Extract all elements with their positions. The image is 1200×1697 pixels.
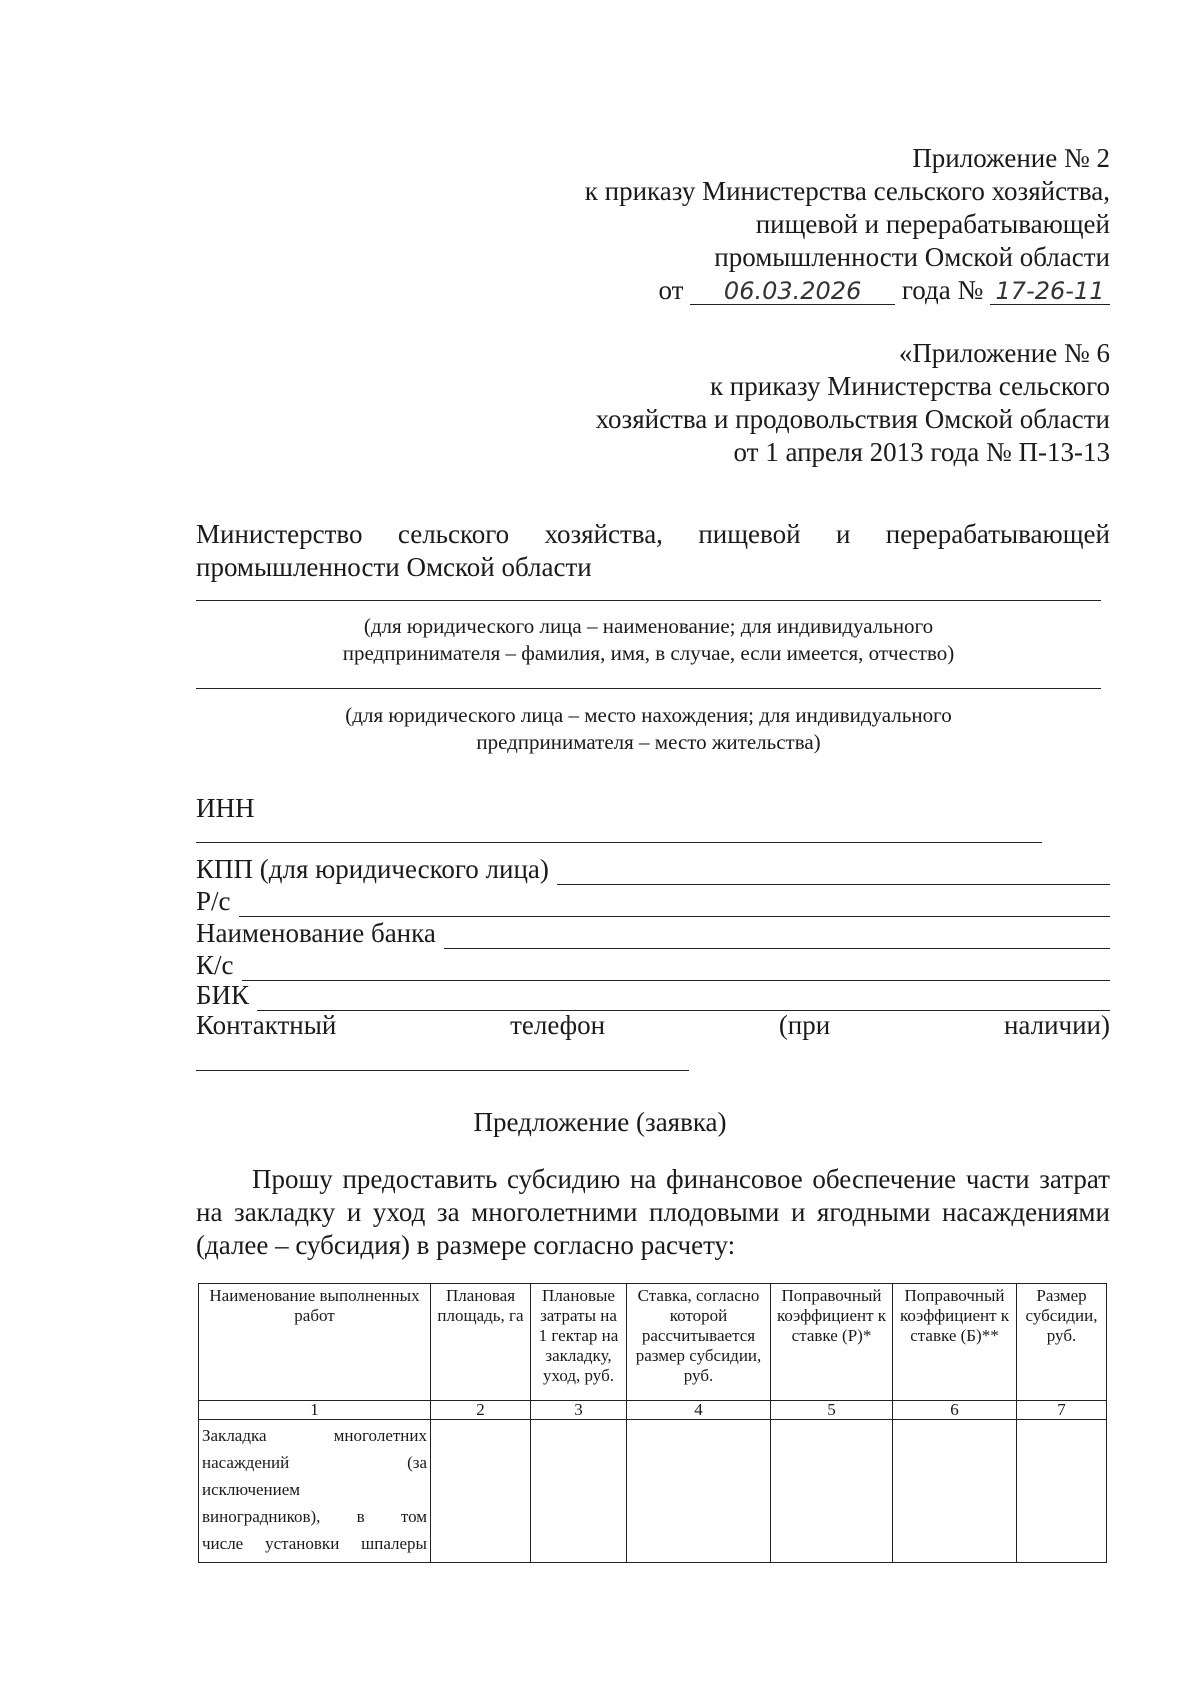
- paragraph-word: и: [346, 1197, 362, 1227]
- col-header-area: Плановая площадь, га: [431, 1284, 531, 1401]
- paragraph-line3: (далее – субсидия) в размере согласно расчету:: [196, 1230, 736, 1260]
- appendix-6-title: «Приложение № 6: [898, 338, 1110, 368]
- row-costs-cell[interactable]: [531, 1420, 627, 1563]
- appendix-2-line3: пищевой и перерабатывающей: [755, 209, 1110, 239]
- appendix-2-date-line: [585, 274, 1110, 307]
- col-header-coef-b: Поправочный коэффициент к ставке (Б)**: [893, 1284, 1017, 1401]
- appendix-6-header: [596, 337, 1110, 469]
- ministry-word: пищевой: [698, 519, 801, 549]
- row-word: установки: [265, 1534, 340, 1553]
- applicant-name-caption: [196, 613, 1101, 667]
- paragraph-word: Прошу: [252, 1164, 333, 1194]
- paragraph-line2: [196, 1196, 1110, 1229]
- row-text-line: [202, 1530, 427, 1557]
- ministry-word: и: [835, 519, 851, 549]
- row-text-line: [202, 1449, 427, 1476]
- contact-phone-line[interactable]: [196, 1070, 689, 1071]
- inn-label: ИНН: [196, 793, 255, 823]
- paragraph-word: плодовыми: [649, 1197, 780, 1227]
- caption-line: предпринимателя – фамилия, имя, в случае, если имеется, отчество): [342, 641, 955, 665]
- row-word: насаждений: [202, 1453, 290, 1472]
- paragraph-word: обеспечение: [812, 1164, 957, 1194]
- paragraph-word: части: [965, 1164, 1030, 1194]
- appendix-6-line3: хозяйства и продовольствия Омской области: [595, 404, 1110, 434]
- paragraph-word: затрат: [1039, 1164, 1110, 1194]
- year-number-label: года №: [901, 275, 984, 305]
- col-header-work-name: Наименование выполненных работ: [199, 1284, 431, 1401]
- appendix-6-line4: от 1 апреля 2013 года № П-13-13: [733, 437, 1110, 467]
- ministry-word: Министерство: [196, 519, 363, 549]
- bik-field[interactable]: [196, 980, 1110, 1011]
- row-rate-cell[interactable]: [627, 1420, 771, 1563]
- bank-label: Наименование банка: [196, 918, 436, 948]
- paragraph-word: закладку: [234, 1197, 336, 1227]
- col-header-subsidy: Размер субсидии, руб.: [1017, 1284, 1107, 1401]
- rs-label: Р/с: [196, 886, 231, 916]
- paragraph-word: финансовое: [666, 1164, 803, 1194]
- appendix-6-line2: к приказу Министерства сельского: [709, 371, 1110, 401]
- ks-field[interactable]: [196, 950, 1110, 981]
- col-header-costs: Плановые затраты на 1 гектар на закладку, уход, руб.: [531, 1284, 627, 1401]
- table-number-row: [199, 1401, 1107, 1420]
- row-coef-b-cell[interactable]: [893, 1420, 1017, 1563]
- row-subsidy-cell[interactable]: [1017, 1420, 1107, 1563]
- appendix-2-title: Приложение № 2: [912, 143, 1110, 173]
- contact-phone-label: [196, 1010, 1110, 1041]
- row-word: многолетних: [333, 1426, 427, 1445]
- bank-field[interactable]: [196, 918, 1110, 949]
- row-text-line: исключением: [202, 1480, 301, 1499]
- inn-line[interactable]: [196, 842, 1042, 843]
- row-word: Закладка: [202, 1426, 267, 1445]
- paragraph-word: за: [436, 1197, 460, 1227]
- col-number: 7: [1017, 1401, 1107, 1420]
- applicant-address-caption: [196, 702, 1101, 756]
- ministry-addressee: [196, 518, 1110, 584]
- ministry-word: сельского: [397, 519, 510, 549]
- row-word: (за: [407, 1453, 427, 1472]
- bik-label: БИК: [196, 980, 250, 1010]
- request-paragraph: [196, 1163, 1110, 1262]
- caption-line: (для юридического лица – место нахождения; для индивидуального: [345, 703, 952, 727]
- paragraph-word: предоставить: [342, 1164, 498, 1194]
- handwritten-date: 06.03.2026: [690, 278, 895, 305]
- col-number: 3: [531, 1401, 627, 1420]
- row-coef-r-cell[interactable]: [771, 1420, 893, 1563]
- col-header-rate: Ставка, согласно которой рассчитывается размер субсидии, руб.: [627, 1284, 771, 1401]
- appendix-2-line4: промышленности Омской области: [714, 242, 1110, 272]
- ks-fill-line[interactable]: [242, 956, 1111, 981]
- contact-word: Контактный: [196, 1010, 337, 1040]
- paragraph-word: субсидию: [507, 1164, 621, 1194]
- ministry-line2: промышленности Омской области: [196, 552, 592, 582]
- paragraph-word: насаждениями: [941, 1197, 1110, 1227]
- row-word: шпалеры: [361, 1534, 427, 1553]
- ks-label: К/с: [196, 950, 234, 980]
- col-number: 2: [431, 1401, 531, 1420]
- row-word: числе: [202, 1534, 244, 1553]
- row-word: том: [400, 1507, 427, 1526]
- col-number: 1: [199, 1401, 431, 1420]
- kpp-field[interactable]: [196, 854, 1110, 885]
- table-header-row: [199, 1284, 1107, 1401]
- paragraph-word: ягодными: [816, 1197, 931, 1227]
- row-word: виноградников),: [202, 1507, 321, 1526]
- contact-word: телефон: [510, 1010, 606, 1040]
- subsidy-calculation-table: [198, 1283, 1107, 1563]
- col-number: 4: [627, 1401, 771, 1420]
- row-word: в: [356, 1507, 365, 1526]
- document-title: Предложение (заявка): [473, 1107, 727, 1137]
- kpp-label: КПП (для юридического лица): [196, 854, 549, 884]
- ministry-word: перерабатывающей: [885, 519, 1110, 549]
- paragraph-word: на: [629, 1164, 657, 1194]
- col-header-coef-r: Поправочный коэффициент к ставке (Р)*: [771, 1284, 893, 1401]
- paragraph-word: на: [196, 1197, 223, 1227]
- table-row: [199, 1420, 1107, 1563]
- from-label: от: [658, 275, 684, 305]
- ministry-word: хозяйства,: [544, 519, 663, 549]
- bik-fill-line[interactable]: [257, 986, 1110, 1011]
- row-area-cell[interactable]: [431, 1420, 531, 1563]
- appendix-2-line2: к приказу Министерства сельского хозяйства,: [584, 176, 1110, 206]
- bank-fill-line[interactable]: [444, 924, 1110, 949]
- handwritten-order-number: 17-26-11: [990, 278, 1110, 305]
- caption-line: (для юридического лица – наименование; для индивидуального: [363, 614, 934, 638]
- contact-word: наличии): [1003, 1010, 1110, 1040]
- ministry-line1: [196, 518, 1110, 551]
- paragraph-line1: [196, 1163, 1110, 1196]
- applicant-name-line[interactable]: [196, 600, 1101, 601]
- rs-field[interactable]: [196, 886, 1110, 917]
- paragraph-word: уход: [372, 1197, 426, 1227]
- paragraph-word: многолетними: [471, 1197, 638, 1227]
- col-number: 5: [771, 1401, 893, 1420]
- caption-line: предпринимателя – место жительства): [476, 730, 821, 754]
- contact-word: (при: [778, 1010, 831, 1040]
- applicant-address-line[interactable]: [196, 688, 1101, 689]
- paragraph-word: и: [790, 1197, 806, 1227]
- appendix-2-header: [585, 142, 1110, 307]
- row-work-name-cell: [199, 1420, 431, 1563]
- col-number: 6: [893, 1401, 1017, 1420]
- kpp-fill-line[interactable]: [557, 860, 1110, 885]
- rs-fill-line[interactable]: [239, 892, 1110, 917]
- row-text-line: [202, 1503, 427, 1530]
- row-work-name: [202, 1422, 427, 1557]
- row-text-line: [202, 1422, 427, 1449]
